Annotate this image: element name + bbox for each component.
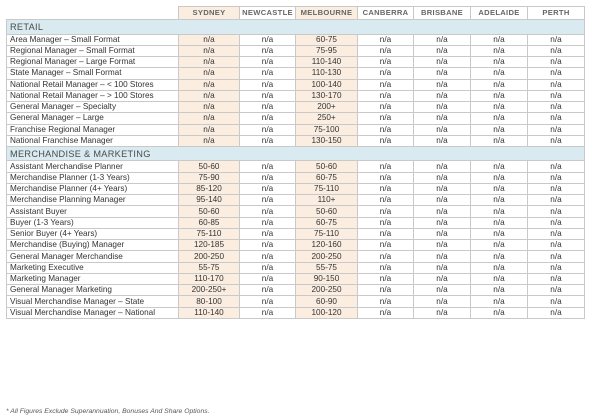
role-cell: Area Manager – Small Format — [7, 34, 179, 45]
salary-table-container — [6, 6, 585, 319]
salary-cell: n/a — [179, 79, 240, 90]
salary-cell: n/a — [240, 195, 296, 206]
column-header-newcastle: NEWCASTLE — [240, 7, 296, 20]
salary-cell: n/a — [240, 124, 296, 135]
salary-cell: n/a — [240, 273, 296, 284]
role-cell: Visual Merchandise Manager – National — [7, 307, 179, 318]
salary-cell: n/a — [414, 285, 471, 296]
salary-cell: n/a — [179, 34, 240, 45]
salary-cell: n/a — [179, 45, 240, 56]
table-row — [7, 183, 585, 194]
salary-cell: n/a — [471, 195, 528, 206]
table-row — [7, 57, 585, 68]
table-row — [7, 307, 585, 318]
salary-cell: n/a — [471, 124, 528, 135]
salary-cell: 55-75 — [296, 262, 358, 273]
salary-cell: n/a — [528, 79, 585, 90]
role-cell: General Manager – Specialty — [7, 102, 179, 113]
salary-cell: n/a — [414, 45, 471, 56]
role-cell: Merchandise (Buying) Manager — [7, 240, 179, 251]
salary-cell: n/a — [358, 102, 414, 113]
salary-cell: n/a — [528, 217, 585, 228]
role-cell: State Manager – Small Format — [7, 68, 179, 79]
table-row — [7, 251, 585, 262]
salary-cell: 110+ — [296, 195, 358, 206]
salary-cell: 75-95 — [296, 45, 358, 56]
salary-cell: n/a — [414, 113, 471, 124]
table-row — [7, 172, 585, 183]
salary-cell: n/a — [358, 273, 414, 284]
salary-cell: n/a — [179, 68, 240, 79]
salary-cell: 90-150 — [296, 273, 358, 284]
salary-cell: n/a — [358, 34, 414, 45]
salary-cell: n/a — [414, 206, 471, 217]
salary-cell: 200-250 — [296, 285, 358, 296]
salary-cell: n/a — [358, 135, 414, 146]
salary-cell: n/a — [528, 45, 585, 56]
salary-cell: n/a — [414, 34, 471, 45]
role-cell: General Manager Merchandise — [7, 251, 179, 262]
salary-cell: n/a — [471, 240, 528, 251]
salary-cell: n/a — [414, 228, 471, 239]
salary-cell: n/a — [528, 102, 585, 113]
salary-cell: n/a — [471, 34, 528, 45]
salary-cell: n/a — [414, 262, 471, 273]
salary-cell: n/a — [358, 124, 414, 135]
salary-cell: n/a — [528, 90, 585, 101]
salary-cell: n/a — [240, 102, 296, 113]
table-row — [7, 240, 585, 251]
salary-cell: n/a — [528, 68, 585, 79]
salary-cell: 60-90 — [296, 296, 358, 307]
table-row — [7, 113, 585, 124]
salary-cell: n/a — [414, 79, 471, 90]
table-body — [7, 20, 585, 319]
role-cell: General Manager Marketing — [7, 285, 179, 296]
table-row — [7, 124, 585, 135]
salary-cell: n/a — [414, 217, 471, 228]
salary-cell: n/a — [358, 262, 414, 273]
table-row — [7, 296, 585, 307]
salary-cell: n/a — [358, 217, 414, 228]
salary-cell: n/a — [358, 113, 414, 124]
salary-cell: n/a — [528, 172, 585, 183]
salary-cell: 100-140 — [296, 79, 358, 90]
salary-cell: n/a — [471, 251, 528, 262]
salary-cell: n/a — [414, 57, 471, 68]
salary-cell: 250+ — [296, 113, 358, 124]
salary-cell: n/a — [240, 90, 296, 101]
salary-cell: n/a — [414, 172, 471, 183]
salary-cell: n/a — [471, 285, 528, 296]
table-row — [7, 285, 585, 296]
salary-cell: n/a — [528, 228, 585, 239]
salary-cell: 60-75 — [296, 172, 358, 183]
table-row — [7, 273, 585, 284]
table-row — [7, 68, 585, 79]
table-row — [7, 45, 585, 56]
column-header-brisbane: BRISBANE — [414, 7, 471, 20]
salary-cell: 50-60 — [296, 206, 358, 217]
salary-cell: n/a — [240, 307, 296, 318]
column-header-adelaide: ADELAIDE — [471, 7, 528, 20]
table-row — [7, 228, 585, 239]
salary-cell: n/a — [240, 251, 296, 262]
table-row — [7, 217, 585, 228]
salary-cell: n/a — [471, 206, 528, 217]
salary-cell: 120-160 — [296, 240, 358, 251]
role-cell: National Retail Manager – > 100 Stores — [7, 90, 179, 101]
salary-cell: 120-185 — [179, 240, 240, 251]
salary-cell: n/a — [240, 34, 296, 45]
salary-cell: 55-75 — [179, 262, 240, 273]
salary-cell: 110-170 — [179, 273, 240, 284]
salary-cell: 80-100 — [179, 296, 240, 307]
salary-cell: n/a — [471, 273, 528, 284]
salary-cell: n/a — [471, 102, 528, 113]
salary-cell: n/a — [528, 183, 585, 194]
salary-cell: 110-140 — [179, 307, 240, 318]
column-header-melbourne: MELBOURNE — [296, 7, 358, 20]
salary-cell: n/a — [179, 113, 240, 124]
salary-cell: 60-85 — [179, 217, 240, 228]
table-row — [7, 161, 585, 172]
section-title: MERCHANDISE & MARKETING — [7, 147, 585, 161]
table-row — [7, 102, 585, 113]
role-cell: Merchandise Planner (1-3 Years) — [7, 172, 179, 183]
salary-cell: n/a — [471, 161, 528, 172]
table-row — [7, 135, 585, 146]
corner-cell — [7, 7, 179, 20]
salary-cell: n/a — [240, 113, 296, 124]
salary-cell: n/a — [528, 285, 585, 296]
salary-cell: 75-100 — [296, 124, 358, 135]
salary-cell: n/a — [528, 124, 585, 135]
salary-cell: n/a — [414, 135, 471, 146]
salary-cell: n/a — [240, 228, 296, 239]
salary-cell: n/a — [179, 135, 240, 146]
salary-cell: n/a — [358, 195, 414, 206]
salary-cell: 75-90 — [179, 172, 240, 183]
salary-cell: n/a — [528, 307, 585, 318]
salary-cell: n/a — [528, 135, 585, 146]
table-row — [7, 262, 585, 273]
salary-cell: n/a — [528, 161, 585, 172]
salary-cell: n/a — [471, 172, 528, 183]
salary-cell: n/a — [414, 124, 471, 135]
role-cell: Merchandise Planner (4+ Years) — [7, 183, 179, 194]
salary-cell: n/a — [358, 57, 414, 68]
salary-cell: 60-75 — [296, 217, 358, 228]
salary-cell: n/a — [528, 251, 585, 262]
role-cell: Regional Manager – Large Format — [7, 57, 179, 68]
salary-cell: n/a — [471, 228, 528, 239]
salary-cell: n/a — [528, 34, 585, 45]
salary-cell: n/a — [414, 251, 471, 262]
salary-cell: n/a — [414, 296, 471, 307]
role-cell: Assistant Merchandise Planner — [7, 161, 179, 172]
role-cell: Regional Manager – Small Format — [7, 45, 179, 56]
salary-cell: n/a — [358, 183, 414, 194]
header-row — [7, 7, 585, 20]
salary-cell: n/a — [358, 296, 414, 307]
salary-cell: n/a — [240, 79, 296, 90]
salary-cell: n/a — [179, 57, 240, 68]
salary-cell: 200-250+ — [179, 285, 240, 296]
salary-cell: n/a — [528, 273, 585, 284]
role-cell: Franchise Regional Manager — [7, 124, 179, 135]
salary-cell: n/a — [240, 206, 296, 217]
salary-cell: n/a — [471, 79, 528, 90]
salary-cell: n/a — [414, 68, 471, 79]
salary-cell: n/a — [528, 113, 585, 124]
salary-cell: n/a — [528, 296, 585, 307]
role-cell: National Retail Manager – < 100 Stores — [7, 79, 179, 90]
table-row — [7, 195, 585, 206]
salary-cell: n/a — [471, 113, 528, 124]
salary-cell: 60-75 — [296, 34, 358, 45]
salary-cell: n/a — [471, 307, 528, 318]
salary-cell: n/a — [358, 90, 414, 101]
salary-cell: n/a — [528, 57, 585, 68]
salary-cell: 75-110 — [296, 228, 358, 239]
table-row — [7, 79, 585, 90]
salary-cell: n/a — [471, 68, 528, 79]
salary-cell: 130-170 — [296, 90, 358, 101]
salary-cell: n/a — [240, 45, 296, 56]
table-row — [7, 34, 585, 45]
salary-cell: n/a — [358, 228, 414, 239]
salary-cell: n/a — [240, 285, 296, 296]
salary-cell: 50-60 — [296, 161, 358, 172]
salary-cell: n/a — [358, 251, 414, 262]
salary-cell: n/a — [240, 68, 296, 79]
salary-cell: n/a — [240, 262, 296, 273]
salary-cell: 95-140 — [179, 195, 240, 206]
salary-cell: n/a — [471, 135, 528, 146]
role-cell: Senior Buyer (4+ Years) — [7, 228, 179, 239]
salary-cell: 50-60 — [179, 206, 240, 217]
footnote: * All Figures Exclude Superannuation, Bonuses And Share Options. — [6, 408, 210, 415]
salary-cell: n/a — [358, 68, 414, 79]
salary-cell: n/a — [240, 183, 296, 194]
salary-cell: 200-250 — [296, 251, 358, 262]
salary-cell: n/a — [358, 206, 414, 217]
salary-cell: n/a — [414, 161, 471, 172]
salary-cell: n/a — [358, 285, 414, 296]
role-cell: Merchandise Planning Manager — [7, 195, 179, 206]
salary-cell: n/a — [179, 102, 240, 113]
salary-cell: n/a — [179, 90, 240, 101]
salary-cell: n/a — [471, 217, 528, 228]
salary-cell: 75-110 — [296, 183, 358, 194]
role-cell: Assistant Buyer — [7, 206, 179, 217]
salary-cell: n/a — [358, 79, 414, 90]
salary-cell: n/a — [358, 161, 414, 172]
salary-cell: n/a — [240, 240, 296, 251]
salary-cell: 200-250 — [179, 251, 240, 262]
role-cell: Marketing Manager — [7, 273, 179, 284]
salary-cell: 75-110 — [179, 228, 240, 239]
salary-cell: n/a — [471, 90, 528, 101]
salary-cell: n/a — [358, 240, 414, 251]
salary-cell: n/a — [528, 262, 585, 273]
salary-cell: n/a — [240, 217, 296, 228]
salary-cell: n/a — [358, 172, 414, 183]
section-header-row — [7, 147, 585, 161]
salary-cell: n/a — [528, 206, 585, 217]
salary-cell: n/a — [414, 183, 471, 194]
salary-cell: n/a — [358, 45, 414, 56]
salary-cell: n/a — [240, 296, 296, 307]
salary-cell: 85-120 — [179, 183, 240, 194]
salary-cell: 50-60 — [179, 161, 240, 172]
salary-cell: n/a — [179, 124, 240, 135]
column-header-perth: PERTH — [528, 7, 585, 20]
salary-cell: n/a — [471, 57, 528, 68]
salary-cell: n/a — [240, 172, 296, 183]
table-row — [7, 206, 585, 217]
salary-cell: n/a — [414, 307, 471, 318]
salary-cell: 110-140 — [296, 57, 358, 68]
salary-cell: n/a — [528, 195, 585, 206]
section-title: RETAIL — [7, 20, 585, 34]
salary-cell: n/a — [414, 195, 471, 206]
column-header-canberra: CANBERRA — [358, 7, 414, 20]
role-cell: Marketing Executive — [7, 262, 179, 273]
salary-cell: n/a — [414, 240, 471, 251]
salary-cell: n/a — [414, 273, 471, 284]
salary-cell: n/a — [471, 262, 528, 273]
salary-cell: 110-130 — [296, 68, 358, 79]
salary-cell: n/a — [528, 240, 585, 251]
section-header-row — [7, 20, 585, 34]
role-cell: General Manager – Large — [7, 113, 179, 124]
column-header-sydney: SYDNEY — [179, 7, 240, 20]
role-cell: National Franchise Manager — [7, 135, 179, 146]
table-row — [7, 90, 585, 101]
salary-cell: n/a — [414, 90, 471, 101]
salary-cell: 130-150 — [296, 135, 358, 146]
salary-table — [6, 6, 585, 319]
salary-cell: n/a — [358, 307, 414, 318]
salary-cell: n/a — [471, 45, 528, 56]
salary-cell: n/a — [240, 135, 296, 146]
salary-cell: 100-120 — [296, 307, 358, 318]
salary-cell: 200+ — [296, 102, 358, 113]
role-cell: Visual Merchandise Manager – State — [7, 296, 179, 307]
salary-cell: n/a — [240, 161, 296, 172]
salary-cell: n/a — [471, 183, 528, 194]
salary-cell: n/a — [414, 102, 471, 113]
salary-cell: n/a — [240, 57, 296, 68]
salary-cell: n/a — [471, 296, 528, 307]
role-cell: Buyer (1-3 Years) — [7, 217, 179, 228]
